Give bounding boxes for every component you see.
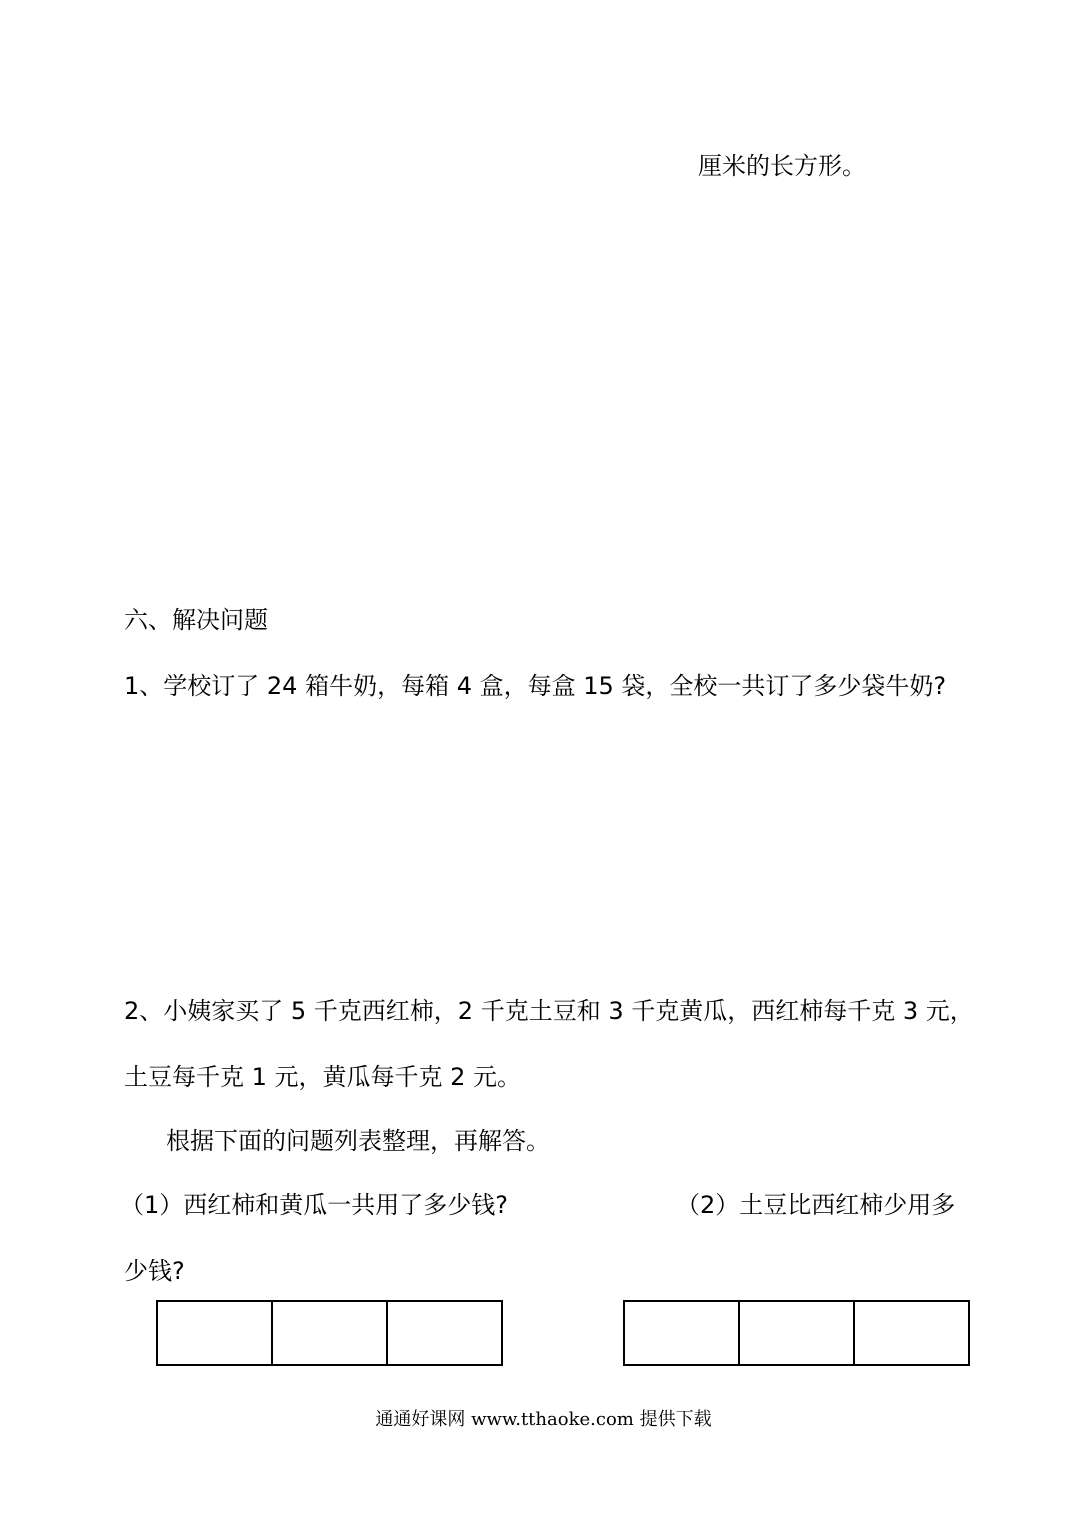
sub-question-2-end: 少钱? [124,1257,185,1285]
answer-cell[interactable] [272,1301,387,1365]
answer-table-row [624,1301,969,1365]
answer-cell[interactable] [854,1301,969,1365]
answer-table-1 [156,1300,503,1366]
fragment-text: 厘米的长方形。 [698,152,866,180]
page-footer: 通通好课网 www.tthaoke.com 提供下载 [375,1409,712,1430]
answer-cell[interactable] [157,1301,272,1365]
answer-cell[interactable] [739,1301,854,1365]
sub-question-1: （1）西红柿和黄瓜一共用了多少钱? [120,1191,509,1219]
answer-cell[interactable] [387,1301,502,1365]
problem-2-instruction: 根据下面的问题列表整理，再解答。 [166,1127,550,1155]
problem-1-text: 1、学校订了 24 箱牛奶，每箱 4 盒，每盒 15 袋，全校一共订了多少袋牛奶? [124,672,947,700]
answer-cell[interactable] [624,1301,739,1365]
answer-table-2 [623,1300,970,1366]
problem-2-line-2: 土豆每千克 1 元，黄瓜每千克 2 元。 [124,1063,522,1091]
problem-2-line-1: 2、小姨家买了 5 千克西红柿，2 千克土豆和 3 千克黄瓜，西红柿每千克 3 元， [124,997,974,1025]
sub-question-2-start: （2）土豆比西红柿少用多 [676,1191,956,1219]
answer-table-row [157,1301,502,1365]
section-heading: 六、解决问题 [124,606,268,634]
